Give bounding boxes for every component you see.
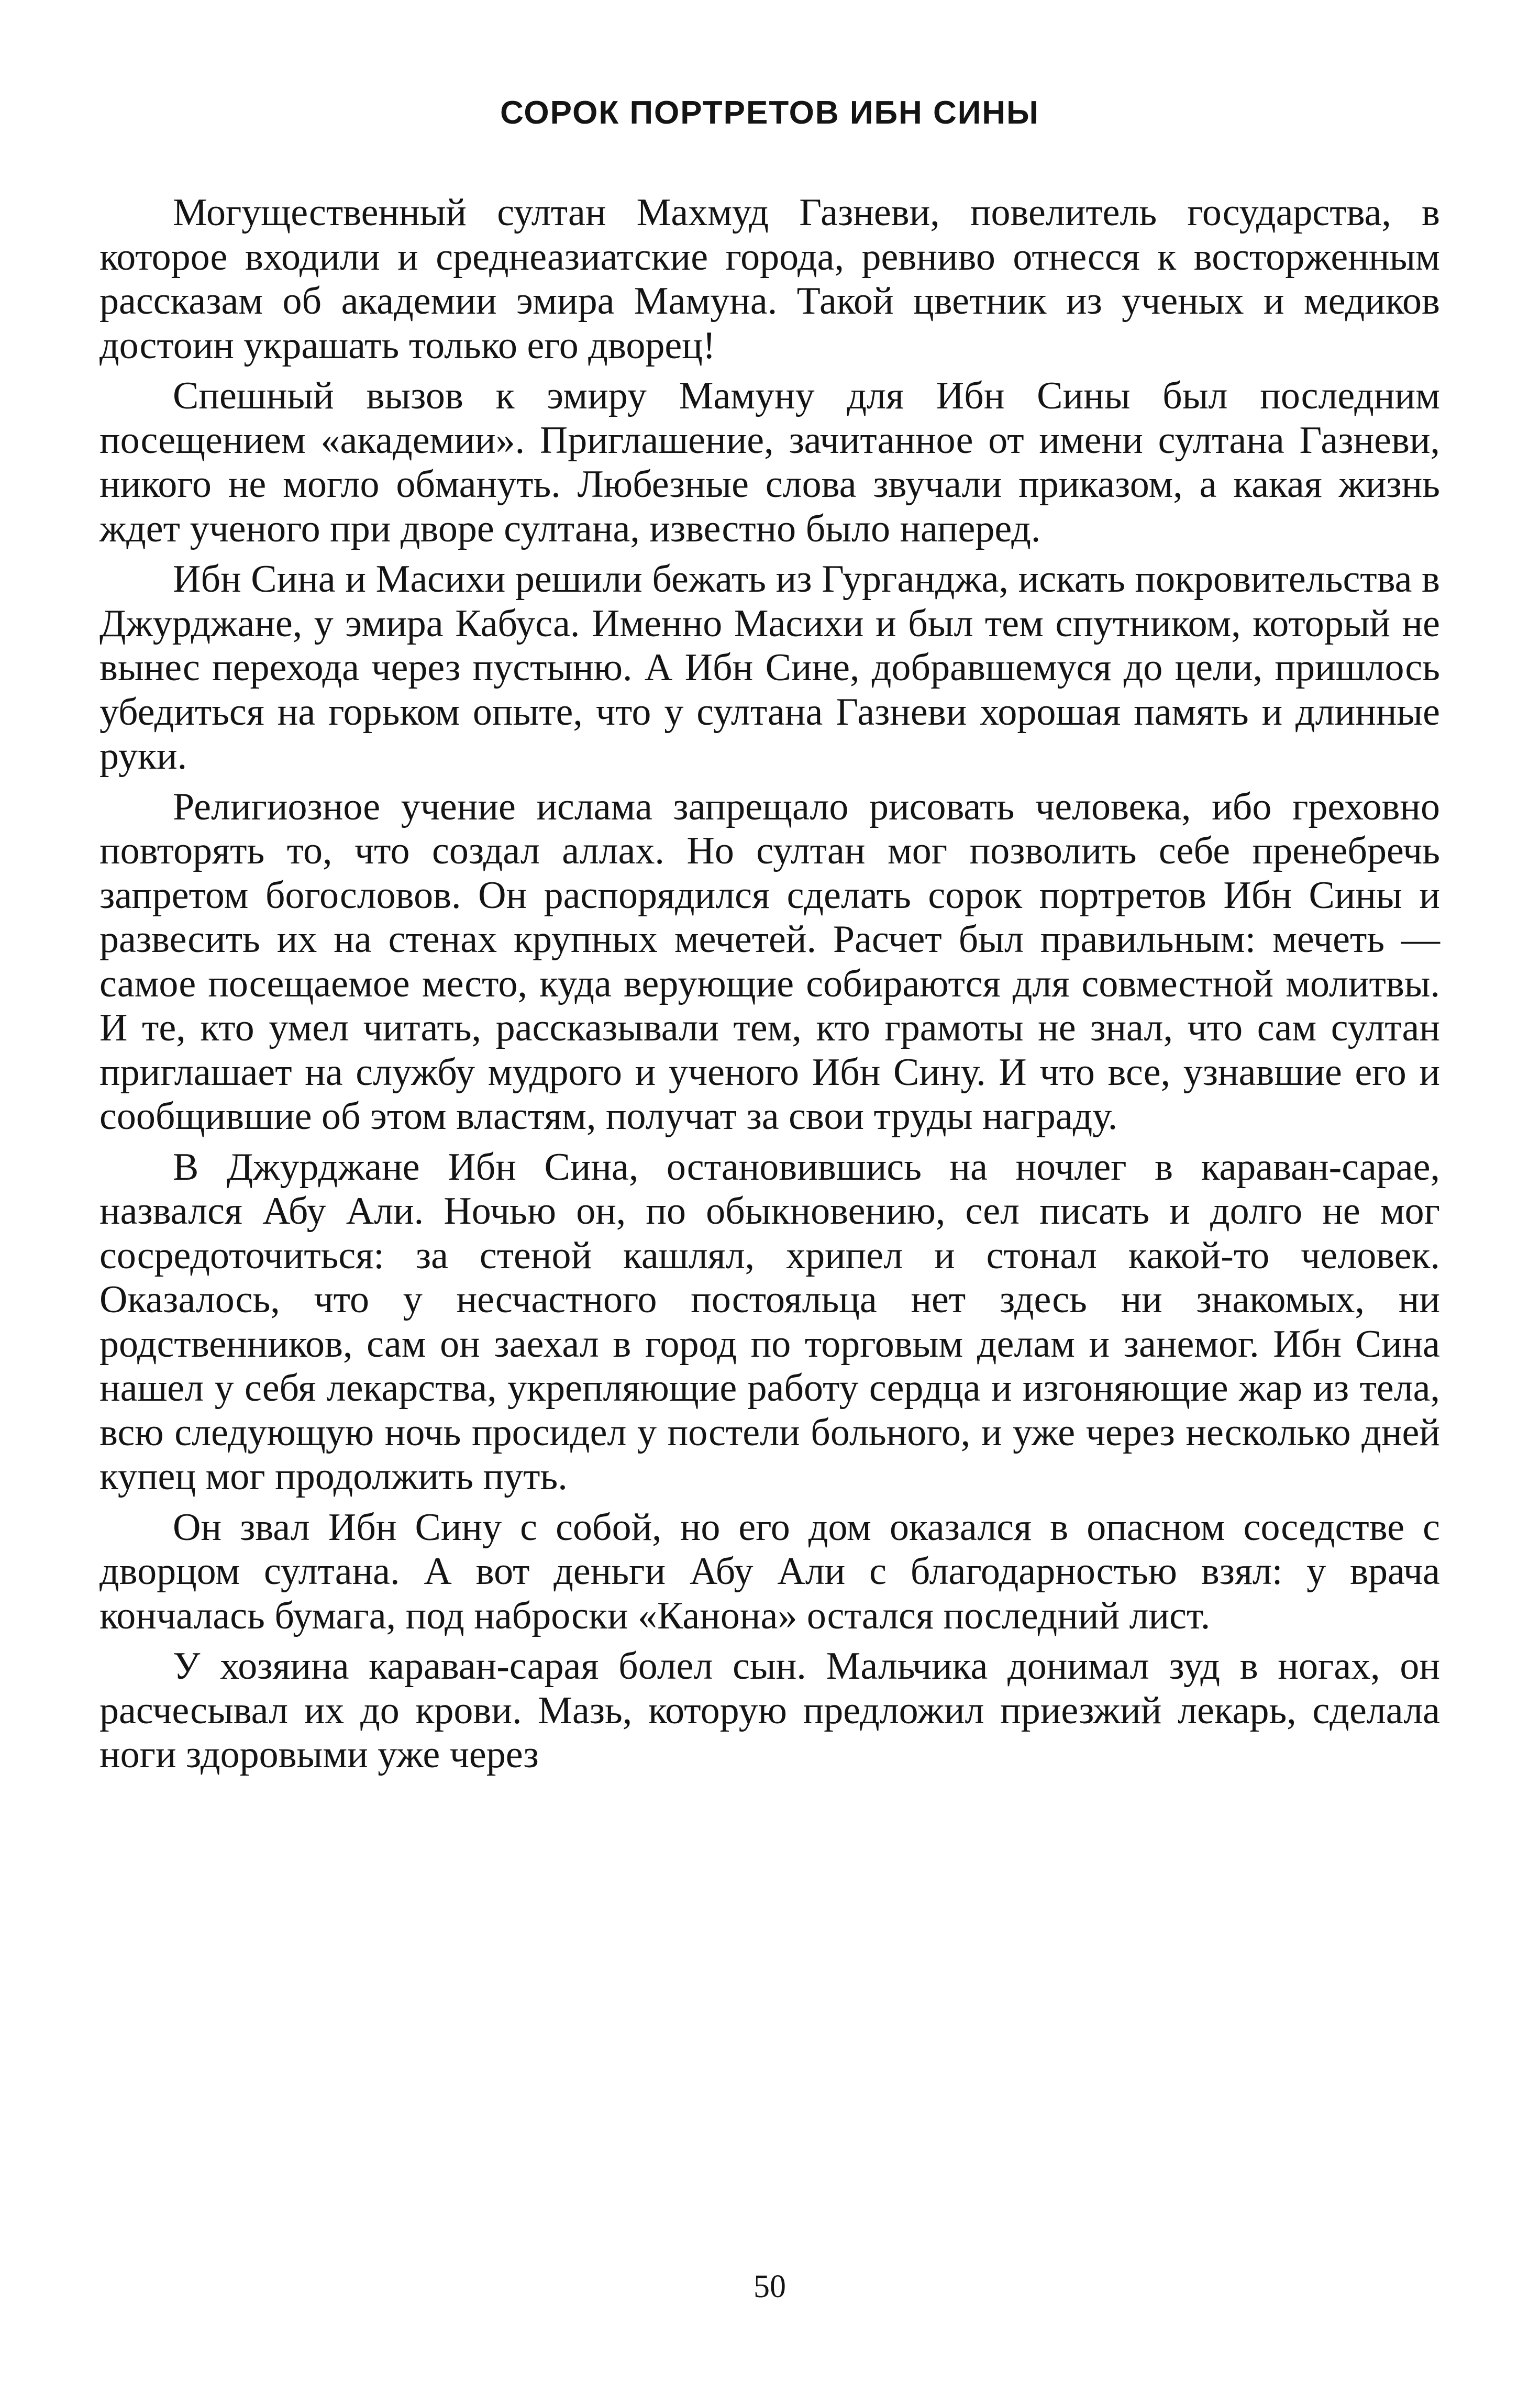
- paragraph-5: В Джурджане Ибн Сина, остановившись на ночлег в караван-сарае, назвался Абу Али. Ночью он, по обыкновению, сел писать и долго не мог сосредоточиться: за стеной кашлял, хрипел и стонал какой-то человек. Оказалось, что у несчастного постояльца нет здесь ни знакомых, ни родственников, сам он заехал в город по торговым делам и занемог. Ибн Сина нашел у себя лекарства, укрепляющие работу сердца и изгоняющие жар из тела, всю следующую ночь просидел у постели больного, и уже через несколько дней купец мог продолжить путь.: [99, 1145, 1440, 1498]
- paragraph-4: Религиозное учение ислама запрещало рисовать человека, ибо греховно повторять то, что создал аллах. Но султан мог позволить себе пренебречь запретом богословов. Он распорядился сделать сорок портретов Ибн Сины и развесить их на стенах крупных мечетей. Расчет был правильным: мечеть — самое посещаемое место, куда верующие собираются для совместной молитвы. И те, кто умел читать, рассказывали тем, кто грамоты не знал, что сам султан приглашает на службу мудрого и ученого Ибн Сину. И что все, узнавшие его и сообщившие об этом властям, получат за свои труды награду.: [99, 785, 1440, 1138]
- chapter-title: СОРОК ПОРТРЕТОВ ИБН СИНЫ: [500, 95, 1039, 131]
- body-text: [99, 191, 1440, 1777]
- paragraph-1: Могущественный султан Махмуд Газневи, повелитель государства, в которое входили и среднеазиатские города, ревниво отнесся к восторженным рассказам об академии эмира Мамуна. Такой цветник из ученых и медиков достоин украшать только его дворец!: [99, 191, 1440, 367]
- paragraph-3: Ибн Сина и Масихи решили бежать из Гурганджа, искать покровительства в Джурджане, у эмира Кабуса. Именно Масихи и был тем спутником, который не вынес перехода через пустыню. А Ибн Сине, добравшемуся до цели, пришлось убедиться на горьком опыте, что у султана Газневи хорошая память и длинные руки.: [99, 558, 1440, 778]
- paragraph-2: Спешный вызов к эмиру Мамуну для Ибн Сины был последним посещением «академии». Приглашение, зачитанное от имени султана Газневи, никого не могло обмануть. Любезные слова звучали приказом, а какая жизнь ждет ученого при дворе султана, известно было наперед.: [99, 374, 1440, 550]
- page-number: 50: [754, 2269, 786, 2304]
- book-page: [99, 89, 1440, 2341]
- paragraph-7: У хозяина караван-сарая болел сын. Мальчика донимал зуд в ногах, он расчесывал их до крови. Мазь, которую предложил приезжий лекарь, сделала ноги здоровыми уже через: [99, 1645, 1440, 1776]
- paragraph-6: Он звал Ибн Сину с собой, но его дом оказался в опасном соседстве с дворцом султана. А вот деньги Абу Али с благодарностью взял: у врача кончалась бумага, под наброски «Канона» остался последний лист.: [99, 1505, 1440, 1637]
